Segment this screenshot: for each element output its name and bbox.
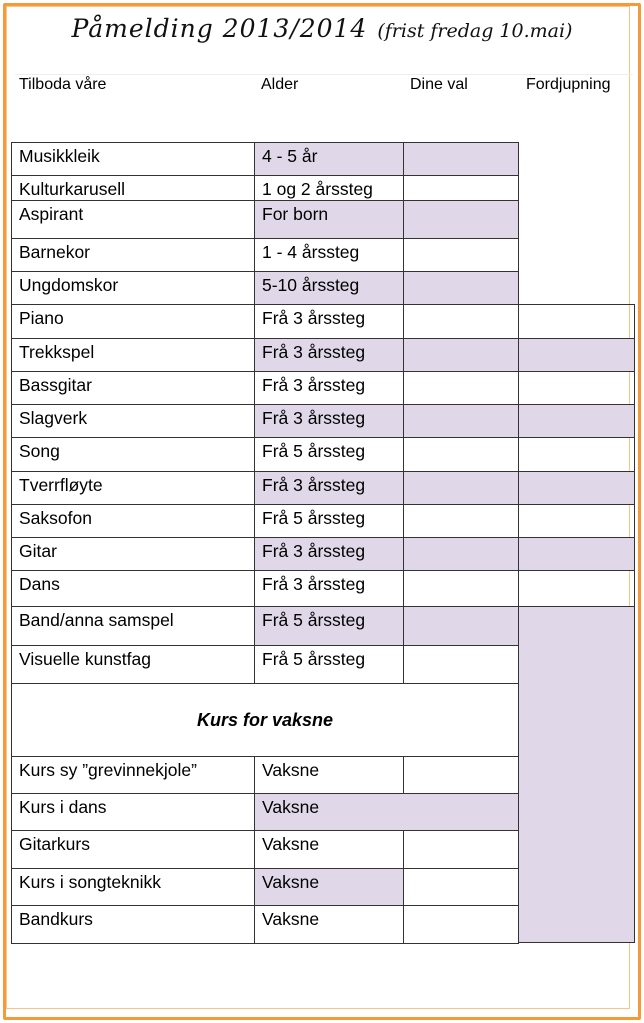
choice-cell[interactable]	[403, 504, 519, 538]
offering-name: Slagverk	[11, 404, 255, 438]
specialization-cell[interactable]	[518, 570, 635, 607]
specialization-cell[interactable]	[518, 437, 635, 472]
adult-course-name: Bandkurs	[11, 905, 255, 944]
offering-age: Frå 3 årssteg	[254, 404, 404, 438]
header-offerings: Tilboda våre	[19, 76, 107, 93]
adult-course-age: Vaksne	[254, 793, 519, 831]
header-age: Alder	[261, 76, 299, 93]
offering-age: For born	[254, 200, 404, 239]
page-title	[0, 14, 644, 43]
title-deadline: (frist fredag 10.mai)	[377, 20, 573, 42]
section-adult-courses: Kurs for vaksne	[11, 683, 519, 757]
choice-cell[interactable]	[403, 200, 519, 239]
offering-age: Frå 3 årssteg	[254, 371, 404, 405]
choice-cell[interactable]	[403, 437, 519, 472]
offering-name: Song	[11, 437, 255, 472]
choice-cell[interactable]	[403, 471, 519, 505]
choice-cell[interactable]	[403, 905, 519, 944]
offering-name: Ungdomskor	[11, 271, 255, 305]
offering-name: Piano	[11, 304, 255, 339]
choice-cell[interactable]	[403, 142, 519, 176]
offering-name: Dans	[11, 570, 255, 607]
offering-age: Frå 3 årssteg	[254, 304, 404, 339]
offering-name: Saksofon	[11, 504, 255, 538]
header-your-choice: Dine val	[410, 76, 468, 93]
offering-age: Frå 3 årssteg	[254, 537, 404, 571]
choice-cell[interactable]	[403, 868, 519, 906]
offering-name: Aspirant	[11, 200, 255, 239]
offering-age: 1 og 2 årssteg	[254, 175, 404, 201]
offering-age: Frå 5 årssteg	[254, 645, 404, 684]
specialization-cell[interactable]	[518, 471, 635, 505]
choice-cell[interactable]	[403, 338, 519, 372]
offering-age: 1 - 4 årssteg	[254, 238, 404, 272]
adult-course-name: Kurs sy ”grevinnekjole”	[11, 756, 255, 794]
adult-course-name: Kurs i dans	[11, 793, 255, 831]
offering-age: Frå 3 årssteg	[254, 471, 404, 505]
adult-course-age: Vaksne	[254, 756, 404, 794]
choice-cell[interactable]	[403, 606, 519, 646]
choice-cell[interactable]	[403, 271, 519, 305]
offering-name: Bassgitar	[11, 371, 255, 405]
specialization-cell[interactable]	[518, 537, 635, 571]
offering-age: 5-10 årssteg	[254, 271, 404, 305]
adult-course-name: Kurs i songteknikk	[11, 868, 255, 906]
choice-cell[interactable]	[403, 404, 519, 438]
header-divider	[15, 74, 633, 75]
offering-age: Frå 5 årssteg	[254, 606, 404, 646]
choice-cell[interactable]	[403, 756, 519, 794]
adult-course-name: Gitarkurs	[11, 830, 255, 869]
offering-name: Gitar	[11, 537, 255, 571]
offering-age: Frå 5 årssteg	[254, 437, 404, 472]
choice-cell[interactable]	[403, 304, 519, 339]
specialization-cell[interactable]	[518, 404, 635, 438]
specialization-block	[518, 606, 635, 943]
offering-age: Frå 5 årssteg	[254, 504, 404, 538]
choice-cell[interactable]	[403, 830, 519, 869]
offering-name: Trekkspel	[11, 338, 255, 372]
choice-cell[interactable]	[403, 238, 519, 272]
offering-name: Band/anna samspel	[11, 606, 255, 646]
choice-cell[interactable]	[403, 645, 519, 684]
choice-cell[interactable]	[403, 175, 519, 201]
choice-cell[interactable]	[403, 570, 519, 607]
specialization-cell[interactable]	[518, 338, 635, 372]
title-main: Påmelding 2013/2014	[71, 14, 368, 43]
specialization-cell[interactable]	[518, 504, 635, 538]
specialization-cell[interactable]	[518, 371, 635, 405]
adult-course-age: Vaksne	[254, 905, 404, 944]
offering-age: Frå 3 årssteg	[254, 338, 404, 372]
adult-course-age: Vaksne	[254, 868, 404, 906]
offering-age: 4 - 5 år	[254, 142, 404, 176]
offering-name: Tverrfløyte	[11, 471, 255, 505]
offering-age: Frå 3 årssteg	[254, 570, 404, 607]
adult-course-age: Vaksne	[254, 830, 404, 869]
choice-cell[interactable]	[403, 537, 519, 571]
offering-name: Kulturkarusell	[11, 175, 255, 201]
header-specialization: Fordjupning	[526, 76, 611, 93]
choice-cell[interactable]	[403, 371, 519, 405]
specialization-cell[interactable]	[518, 304, 635, 339]
offering-name: Visuelle kunstfag	[11, 645, 255, 684]
offering-name: Musikkleik	[11, 142, 255, 176]
offering-name: Barnekor	[11, 238, 255, 272]
